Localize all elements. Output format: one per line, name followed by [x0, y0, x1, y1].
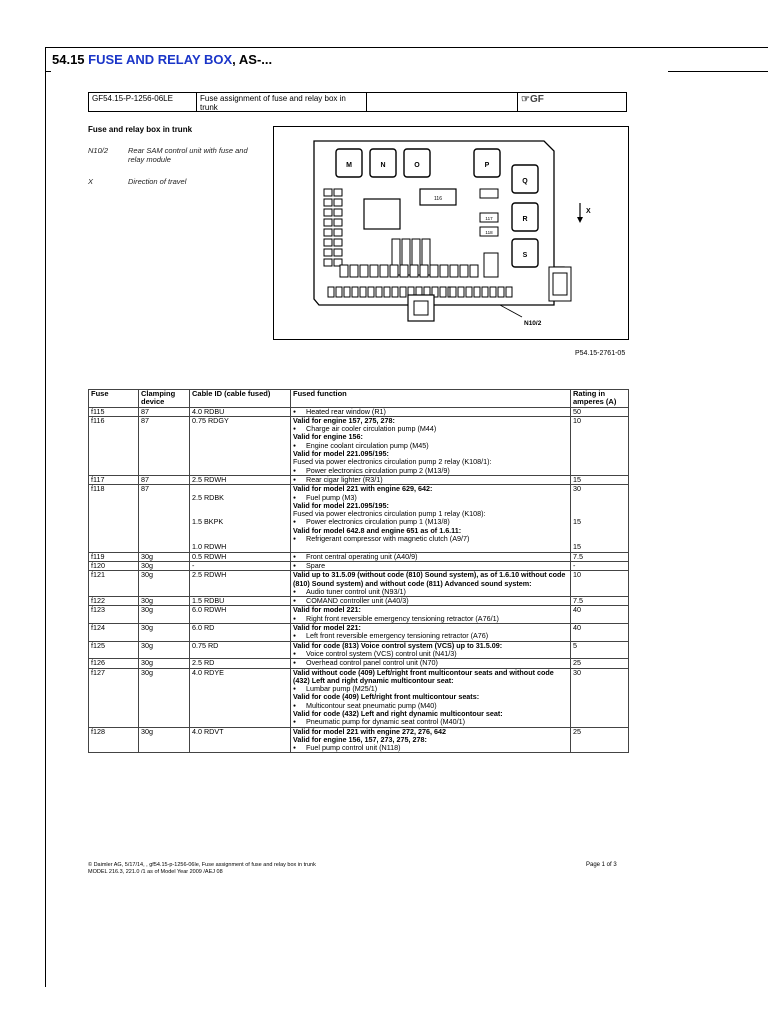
legend-item	[88, 177, 258, 186]
cable-id-line: 4.0 RDBU	[192, 406, 225, 416]
cell-clamping-device: 30g	[139, 606, 190, 624]
fuse-slot	[334, 189, 342, 196]
validity-condition: Valid for code (409) Left/right front multicontour seats:	[293, 692, 480, 702]
fuse-slot	[400, 265, 408, 277]
ref-description: Fuse assignment of fuse and relay box in trunk	[197, 93, 367, 111]
frame-top-rule	[45, 47, 768, 48]
fused-component: ● Right front reversible emergency tensioning retractor (A76/1)	[293, 615, 568, 623]
hand-pointer-icon: ☞	[521, 94, 530, 105]
fuse-slot	[336, 287, 342, 297]
cell-clamping-device: 30g	[139, 641, 190, 659]
fused-component: ● Fuel pump control unit (N118)	[293, 744, 568, 752]
function-note: Fused via power electronics circulation pump 1 relay (K108):	[293, 509, 486, 519]
direction-label: X	[586, 208, 591, 215]
fuse-slot	[328, 287, 334, 297]
cell-cable-id	[190, 606, 291, 624]
cell-fuse: f115	[89, 407, 139, 416]
fused-component: ● Pneumatic pump for dynamic seat control (M40/1)	[293, 718, 568, 726]
validity-condition: Valid for model 642.8 and engine 651 as of 1.6.11:	[293, 525, 462, 535]
cell-rating	[571, 416, 629, 475]
rating-line: -	[573, 560, 576, 570]
legend-item	[88, 146, 258, 164]
cell-clamping-device: 30g	[139, 727, 190, 753]
fuse-slot	[324, 209, 332, 216]
fuse-slot	[480, 189, 498, 198]
fuse-slot	[352, 287, 358, 297]
table-row	[89, 606, 629, 624]
bottom-connector	[408, 295, 434, 321]
table-row	[89, 485, 629, 552]
fuse-slot	[474, 287, 480, 297]
rating-line: 10	[573, 415, 581, 425]
fused-component: ● Left front reversible emergency tensioning retractor (A76)	[293, 632, 568, 640]
fused-component: ● Refrigerant compressor with magnetic clutch (A9/7)	[293, 535, 568, 543]
fused-component: ● Power electronics circulation pump 1 (M13/8)	[293, 518, 568, 526]
fuse-slot	[430, 265, 438, 277]
fuse-label: 117	[485, 216, 493, 221]
direction-arrow-head	[577, 217, 583, 223]
fuse-slot	[466, 287, 472, 297]
cell-cable-id	[190, 571, 291, 597]
fuse-slot	[460, 265, 468, 277]
frame-tick-right	[668, 71, 768, 72]
table-row	[89, 668, 629, 727]
cable-id-line: 2.5 RDWH	[192, 474, 227, 484]
cell-rating	[571, 485, 629, 552]
validity-condition: Valid for code (813) Voice control system (VCS) up to 31.5.09:	[293, 640, 503, 650]
cell-fused-function	[291, 571, 571, 597]
validity-condition: Valid up to 31.5.09 (without code (810) Sound system), as of 1.6.10 without code (810) Sound system) and without code (811) Advanced sound system:	[293, 570, 566, 588]
cable-id-line: 1.5 BKPK	[192, 517, 224, 527]
cell-clamping-device: 87	[139, 407, 190, 416]
cell-clamping-device: 30g	[139, 571, 190, 597]
title-number: 54.15	[52, 52, 85, 67]
cell-clamping-device: 30g	[139, 597, 190, 606]
fuse-slot	[420, 265, 428, 277]
cell-cable-id	[190, 727, 291, 753]
cable-id-line: -	[192, 560, 195, 570]
cell-fuse: f125	[89, 641, 139, 659]
fuse-slot	[470, 265, 478, 277]
rating-line: 30	[573, 667, 581, 677]
fuse-slot	[384, 287, 390, 297]
cable-id-line	[192, 527, 288, 535]
cell-clamping-device: 87	[139, 416, 190, 475]
validity-condition: Valid for engine 156, 157, 273, 275, 278:	[293, 734, 427, 744]
fuse-slot	[370, 265, 378, 277]
fused-component: ● Power electronics circulation pump 2 (M13/9)	[293, 467, 568, 475]
relay-label: P	[484, 162, 490, 169]
leader-line	[500, 305, 522, 317]
ref-gf-cell	[518, 93, 626, 111]
fused-component: ● Spare	[293, 562, 568, 570]
fused-component: ● Heated rear window (R1)	[293, 408, 568, 416]
fuse-slot	[440, 287, 446, 297]
cell-fuse: f121	[89, 571, 139, 597]
cell-fuse: f127	[89, 668, 139, 727]
table-row	[89, 571, 629, 597]
cell-rating	[571, 552, 629, 561]
cell-cable-id	[190, 659, 291, 668]
rating-line: 25	[573, 726, 581, 736]
cell-clamping-device: 30g	[139, 624, 190, 642]
rating-line: 10	[573, 570, 581, 580]
table-row	[89, 641, 629, 659]
cell-fused-function	[291, 552, 571, 561]
fused-component: ● Overhead control panel control unit (N70)	[293, 659, 568, 667]
fused-component: ● Rear cigar lighter (R3/1)	[293, 476, 568, 484]
cell-fused-function	[291, 668, 571, 727]
cell-cable-id	[190, 668, 291, 727]
cell-cable-id	[190, 624, 291, 642]
fused-component: ● Front central operating unit (A40/9)	[293, 553, 568, 561]
legend-value: Direction of travel	[128, 177, 187, 186]
relay-label: N	[380, 162, 386, 169]
fused-component: ● Engine coolant circulation pump (M45)	[293, 442, 568, 450]
fuse-label: 116	[434, 196, 442, 202]
fuse-slot	[380, 265, 388, 277]
validity-condition: Valid for engine 157, 275, 278:	[293, 415, 395, 425]
cable-id-line: 6.0 RD	[192, 623, 215, 633]
rating-line: 40	[573, 623, 581, 633]
cable-id-line: 2.5 RDWH	[192, 570, 227, 580]
fuse-box-diagram	[273, 126, 629, 340]
validity-condition: Valid for model 221:	[293, 623, 361, 633]
cell-fused-function	[291, 624, 571, 642]
header-fused-function: Fused function	[291, 390, 571, 408]
cable-id-line: 1.0 RDWH	[192, 542, 227, 552]
cell-rating	[571, 641, 629, 659]
title-link[interactable]: FUSE AND RELAY BOX	[88, 52, 233, 67]
cable-id-line: 0.5 RDWH	[192, 551, 227, 561]
fused-component: ● Audio tuner control unit (N93/1)	[293, 588, 568, 596]
fuse-slot	[324, 219, 332, 226]
cell-fused-function	[291, 485, 571, 552]
header-fuse: Fuse	[89, 390, 139, 408]
legend-key: N10/2	[88, 146, 109, 155]
fused-component: ● COMAND controller unit (A40/3)	[293, 597, 568, 605]
section-heading: Fuse and relay box in trunk	[88, 125, 193, 134]
fuse-slot	[334, 249, 342, 256]
cell-fused-function	[291, 641, 571, 659]
cable-id-line: 0.75 RD	[192, 640, 219, 650]
fuse-slot	[324, 239, 332, 246]
table-row	[89, 624, 629, 642]
relay-label: M	[346, 162, 352, 169]
cable-id-line: 4.0 RDVT	[192, 726, 224, 736]
ref-id: GF54.15-P-1256-06LE	[89, 93, 197, 111]
fuse-slot	[484, 253, 498, 277]
title-rest: , AS-...	[232, 52, 273, 67]
cell-cable-id	[190, 475, 291, 484]
table-row	[89, 407, 629, 416]
cell-rating	[571, 407, 629, 416]
footer-line-1: © Daimler AG, 5/17/14, , gf54.15-p-1256-06le, Fuse assignment of fuse and relay box in trunk	[88, 862, 316, 868]
validity-condition: Valid for model 221 with engine 629, 642:	[293, 484, 433, 494]
cell-clamping-device: 30g	[139, 552, 190, 561]
fuse-slot	[440, 265, 448, 277]
fuse-slot	[324, 189, 332, 196]
cell-fuse: f117	[89, 475, 139, 484]
fused-component: ● Fuel pump (M3)	[293, 494, 568, 502]
rating-line: 15	[573, 517, 581, 527]
validity-condition: Valid for engine 156:	[293, 432, 363, 442]
cell-fused-function	[291, 407, 571, 416]
fuse-slot	[334, 239, 342, 246]
ref-empty-cell	[367, 93, 518, 111]
cell-rating	[571, 668, 629, 727]
cell-fused-function	[291, 606, 571, 624]
fuse-slot	[482, 287, 488, 297]
fuse-slot	[324, 249, 332, 256]
validity-condition: Valid for model 221:	[293, 605, 361, 615]
table-header-row	[89, 390, 629, 408]
validity-condition: Valid for code (432) Left and right dynamic multicontour seat:	[293, 708, 503, 718]
figure-reference: P54.15-2761-05	[575, 350, 626, 357]
cell-fuse: f123	[89, 606, 139, 624]
fuse-slot	[498, 287, 504, 297]
cell-rating	[571, 571, 629, 597]
fuse-slot	[324, 199, 332, 206]
cell-rating	[571, 727, 629, 753]
fuse-slot	[334, 219, 342, 226]
rating-line: 5	[573, 640, 577, 650]
fused-component: ● Lumbar pump (M25/1)	[293, 685, 568, 693]
cable-id-line: 1.5 RDBU	[192, 596, 225, 606]
fuse-slot	[506, 287, 512, 297]
reference-box	[88, 92, 627, 112]
fuse-label: 118	[485, 230, 493, 235]
fuse-slot	[334, 229, 342, 236]
cable-id-line	[192, 502, 288, 510]
rating-line: 15	[573, 474, 581, 484]
rating-line	[573, 494, 626, 502]
frame-tick-left	[45, 71, 51, 72]
fuse-slot	[360, 287, 366, 297]
cable-id-line: 4.0 RDYE	[192, 667, 224, 677]
fuse-slot	[450, 265, 458, 277]
cable-id-line: 2.5 RD	[192, 658, 215, 668]
footer-copyright	[88, 862, 528, 876]
fused-component: ● Multicontour seat pneumatic pump (M40)	[293, 702, 568, 710]
cell-fuse: f118	[89, 485, 139, 552]
fuse-slot	[344, 287, 350, 297]
fuse-table-body	[89, 407, 629, 753]
fuse-slot	[458, 287, 464, 297]
fused-component: ● Voice control system (VCS) control unit (N41/3)	[293, 650, 568, 658]
cell-cable-id	[190, 407, 291, 416]
rating-line: 50	[573, 406, 581, 416]
fuse-slot	[350, 265, 358, 277]
fuse-slot	[340, 265, 348, 277]
fuse-block	[364, 199, 400, 229]
cell-clamping-device: 30g	[139, 659, 190, 668]
fuse-slot	[360, 265, 368, 277]
fuse-slot	[376, 287, 382, 297]
rating-line: 25	[573, 658, 581, 668]
header-rating: Rating in amperes (A)	[571, 390, 629, 408]
fuse-slot	[450, 287, 456, 297]
frame-left-rule	[45, 47, 46, 987]
cell-fused-function	[291, 659, 571, 668]
rating-line: 40	[573, 605, 581, 615]
legend-value: Rear SAM control unit with fuse and relay module	[128, 146, 248, 164]
table-row	[89, 552, 629, 561]
validity-condition: Valid for model 221.095/195:	[293, 500, 389, 510]
cable-id-line: 6.0 RDWH	[192, 605, 227, 615]
fuse-slot	[324, 259, 332, 266]
cell-rating	[571, 624, 629, 642]
fuse-slot	[334, 209, 342, 216]
page-title	[52, 52, 272, 67]
footer-line-2: MODEL 216.3, 221.0 /1 as of Model Year 2009 /AEJ 08	[88, 869, 223, 875]
cell-fuse: f120	[89, 561, 139, 570]
header-clamping-device: Clamping device	[139, 390, 190, 408]
fuse-slot	[334, 199, 342, 206]
cell-rating	[571, 606, 629, 624]
fuse-slot	[400, 287, 406, 297]
cell-cable-id	[190, 485, 291, 552]
cell-fuse: f124	[89, 624, 139, 642]
header-cable-id: Cable ID (cable fused)	[190, 390, 291, 408]
connector-plug	[549, 267, 571, 301]
cell-fuse: f126	[89, 659, 139, 668]
cell-clamping-device: 30g	[139, 561, 190, 570]
fuse-slot	[368, 287, 374, 297]
cable-id-line: 0.75 RDGY	[192, 415, 229, 425]
cell-fused-function	[291, 727, 571, 753]
rating-line	[573, 502, 626, 510]
fuse-slot	[390, 265, 398, 277]
fuse-table	[88, 389, 629, 753]
cell-cable-id	[190, 641, 291, 659]
cell-clamping-device: 87	[139, 475, 190, 484]
cell-rating	[571, 659, 629, 668]
relay-label: O	[414, 162, 420, 169]
cell-fuse: f122	[89, 597, 139, 606]
cell-clamping-device: 30g	[139, 668, 190, 727]
fuse-slot	[392, 287, 398, 297]
cell-clamping-device: 87	[139, 485, 190, 552]
fuse-slot	[410, 265, 418, 277]
validity-condition: Valid without code (409) Left/right front multicontour seats and without code (432) Left and right dynamic multicontour seat:	[293, 667, 554, 685]
relay-label: S	[522, 252, 528, 259]
page-number: Page 1 of 3	[586, 862, 617, 868]
table-row	[89, 659, 629, 668]
validity-condition: Valid for model 221 with engine 272, 276, 642	[293, 726, 446, 736]
cell-fuse: f116	[89, 416, 139, 475]
fused-component: ● Charge air cooler circulation pump (M44)	[293, 425, 568, 433]
function-note: Fused via power electronics circulation pump 2 relay (K108/1):	[293, 457, 492, 467]
cell-cable-id	[190, 416, 291, 475]
cable-id-line: 2.5 RDBK	[192, 492, 224, 502]
rating-line: 7.5	[573, 551, 583, 561]
cell-fuse: f128	[89, 727, 139, 753]
fuse-slot	[324, 229, 332, 236]
legend-key: X	[88, 177, 94, 186]
cell-fused-function	[291, 416, 571, 475]
fuse-slot	[490, 287, 496, 297]
rating-line: 7.5	[573, 596, 583, 606]
table-row	[89, 727, 629, 753]
rating-line	[573, 527, 626, 535]
component-label: N10/2	[524, 320, 542, 327]
fuse-box-drawing	[274, 127, 628, 339]
relay-label: R	[522, 216, 528, 223]
rating-line: 15	[573, 542, 581, 552]
relay-label: Q	[522, 178, 528, 185]
cell-cable-id	[190, 552, 291, 561]
cell-fuse: f119	[89, 552, 139, 561]
validity-condition: Valid for model 221.095/195:	[293, 449, 389, 459]
rating-line: 30	[573, 484, 581, 494]
ref-gf-label: GF	[529, 94, 544, 105]
table-row	[89, 416, 629, 475]
